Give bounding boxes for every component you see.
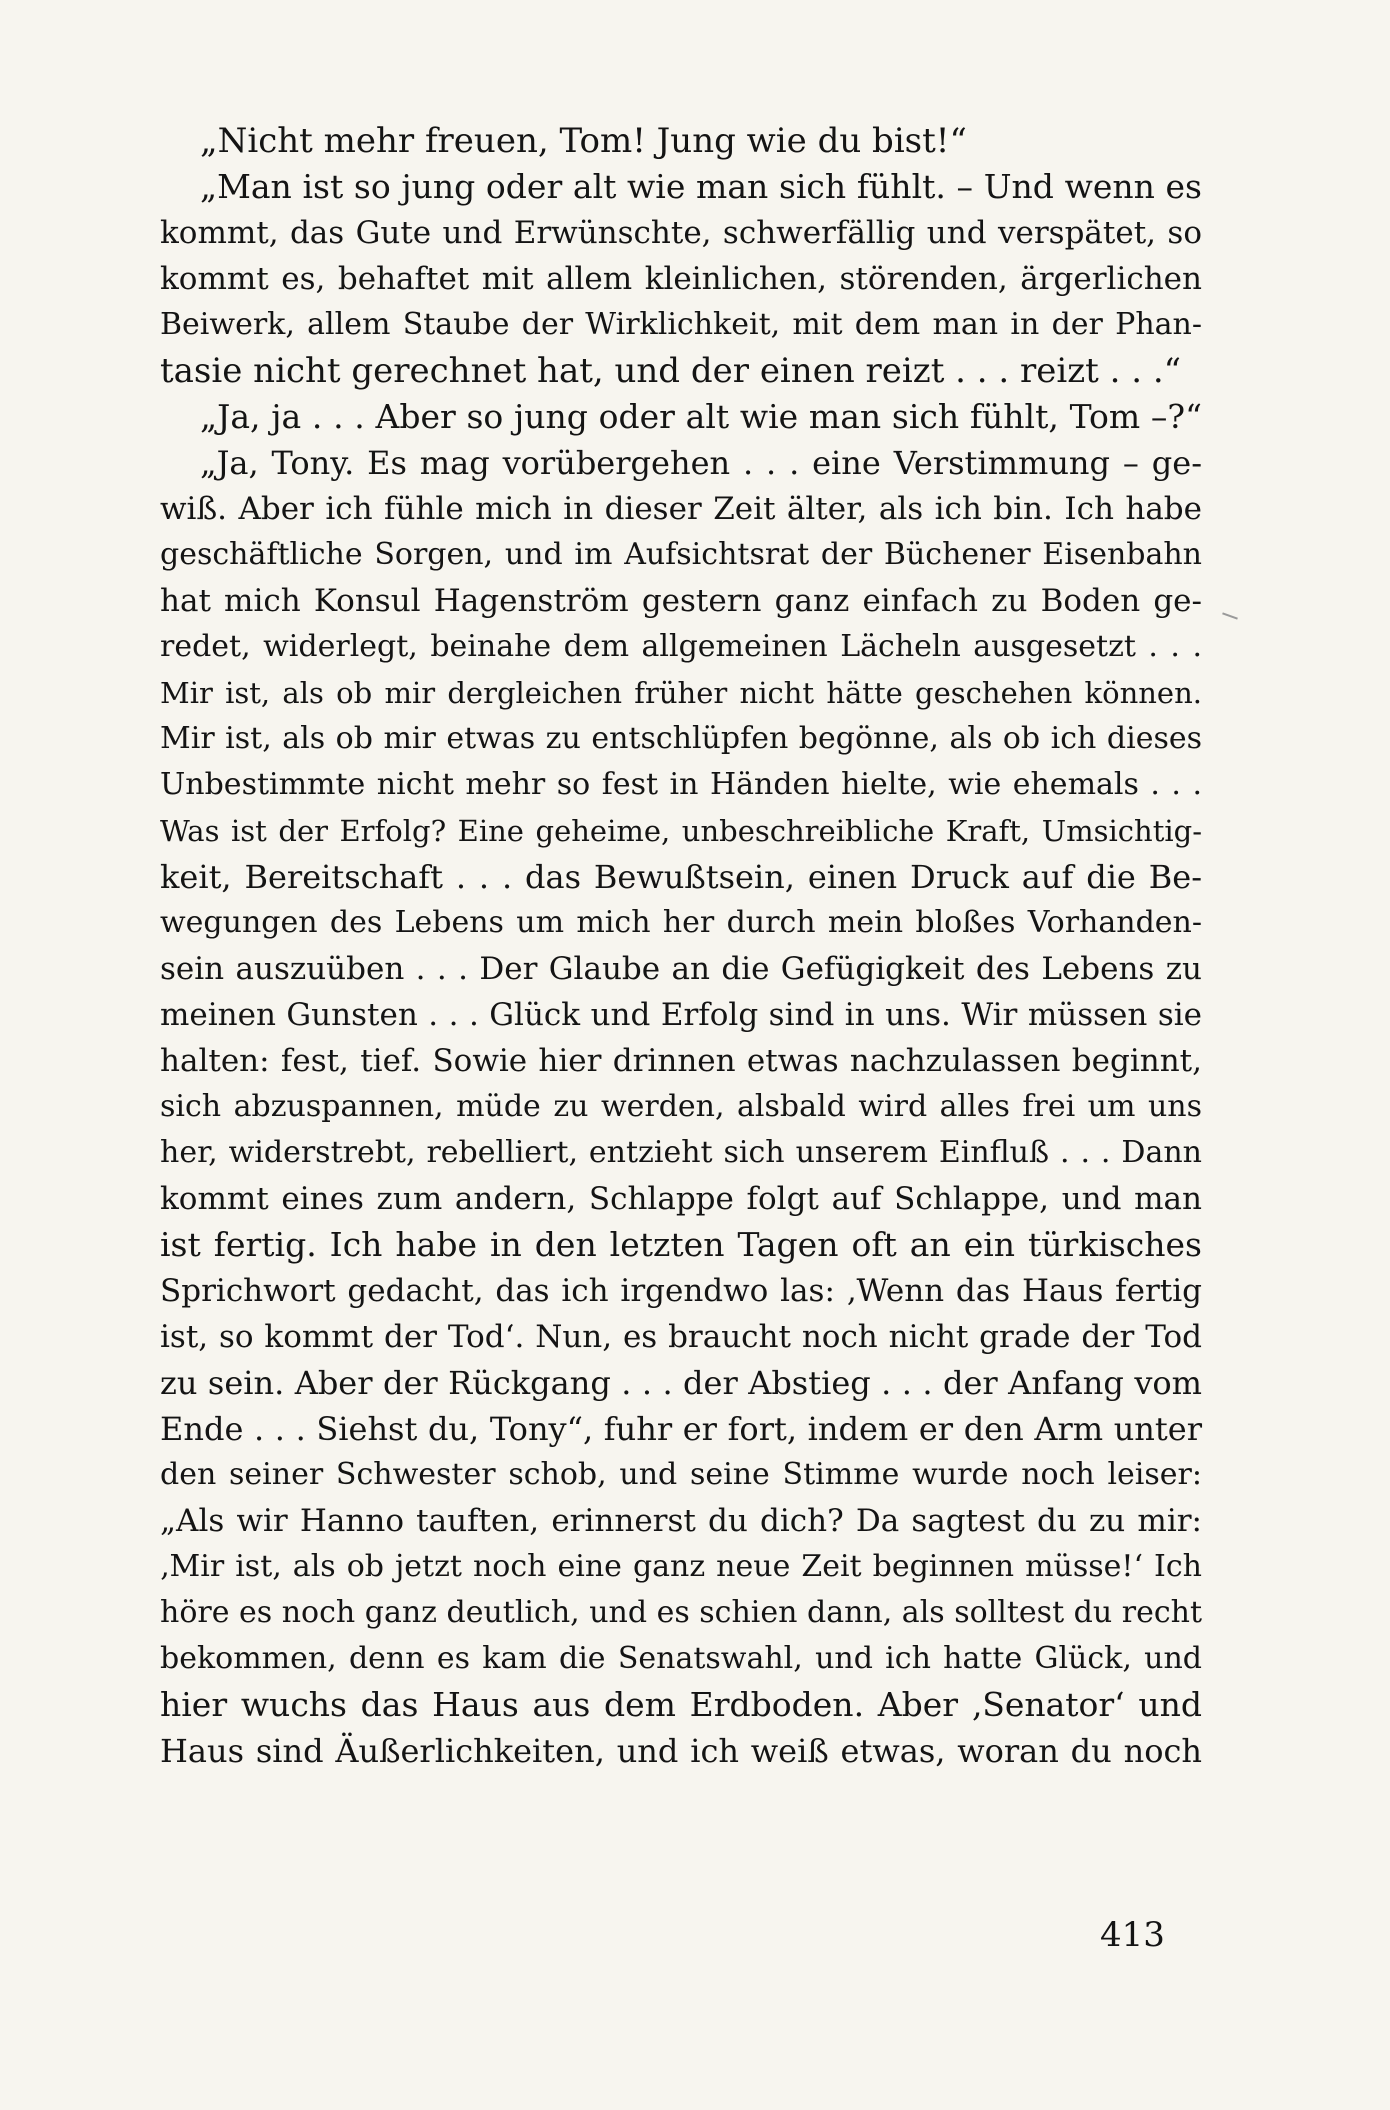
text-line: kommt, das Gute und Erwünschte, schwerfällig und verspätet, so [160,215,1202,251]
text-line: sein auszuüben . . . Der Glaube an die Gefügigkeit des Lebens zu [160,951,1202,987]
text-line: „Als wir Hanno tauften, erinnerst du dich? Da sagtest du zu mir: [160,1503,1202,1539]
margin-mark [1222,612,1238,619]
text-line: halten: fest, tief. Sowie hier drinnen etwas nachzulassen beginnt, [160,1043,1202,1079]
text-line: Beiwerk, allem Staube der Wirklichkeit, mit dem man in der Phan- [160,307,1202,342]
text-line: den seiner Schwester schob, und seine Stimme wurde noch leiser: [160,1457,1202,1492]
text-line: tasie nicht gerechnet hat, und der einen reizt . . . reizt . . .“ [160,351,1182,391]
page-number: 413 [1100,1915,1165,1955]
text-line: Mir ist, als ob mir dergleichen früher nicht hätte geschehen können. [160,676,1202,710]
text-line: wiß. Aber ich fühle mich in dieser Zeit älter, als ich bin. Ich habe [160,491,1202,527]
text-line: wegungen des Lebens um mich her durch mein bloßes Vorhanden- [160,905,1202,940]
text-line: hier wuchs das Haus aus dem Erdboden. Aber ‚Senator‘ und [160,1685,1202,1724]
text-line: höre es noch ganz deutlich, und es schien dann, als solltest du recht [160,1595,1203,1630]
text-line: „Man ist so jung oder alt wie man sich fühlt. – Und wenn es [200,167,1202,206]
text-line: „Ja, Tony. Es mag vorübergehen . . . eine Verstimmung – ge- [200,444,1202,482]
text-line: Sprichwort gedacht, das ich irgendwo las: ‚Wenn das Haus fertig [160,1273,1202,1309]
text-line: ist, so kommt der Tod‘. Nun, es braucht noch nicht grade der Tod [160,1319,1202,1355]
text-line: meinen Gunsten . . . Glück und Erfolg sind in uns. Wir müssen sie [160,997,1202,1033]
text-line: bekommen, denn es kam die Senatswahl, und ich hatte Glück, und [160,1641,1202,1676]
text-line: Mir ist, als ob mir etwas zu entschlüpfen begönne, als ob ich dieses [160,721,1202,756]
text-line: kommt es, behaftet mit allem kleinlichen, störenden, ärgerlichen [160,261,1202,297]
text-line: ist fertig. Ich habe in den letzten Tagen oft an ein türkisches [160,1225,1202,1264]
text-line: keit, Bereitschaft . . . das Bewußtsein, einen Druck auf die Be- [160,858,1202,896]
text-line: Unbestimmte nicht mehr so fest in Händen hielte, wie ehemals . . . [160,767,1202,802]
text-line: kommt eines zum andern, Schlappe folgt auf Schlappe, und man [160,1181,1202,1217]
text-line: zu sein. Aber der Rückgang . . . der Abstieg . . . der Anfang vom [160,1364,1202,1402]
text-line: sich abzuspannen, müde zu werden, alsbald wird alles frei um uns [160,1089,1202,1124]
text-line: Haus sind Äußerlichkeiten, und ich weiß etwas, woran du noch [160,1732,1202,1770]
text-line: Ende . . . Siehst du, Tony“, fuhr er fort, indem er den Arm unter [160,1410,1202,1448]
text-line: „Ja, ja . . . Aber so jung oder alt wie man sich fühlt, Tom –?“ [200,397,1202,436]
body-text [160,118,1202,1774]
text-line: hat mich Konsul Hagenström gestern ganz einfach zu Boden ge- [160,583,1202,619]
text-line: her, widerstrebt, rebelliert, entzieht sich unserem Einfluß . . . Dann [160,1135,1202,1170]
text-line: „Nicht mehr freuen, Tom! Jung wie du bist!“ [200,121,967,161]
text-line: geschäftliche Sorgen, und im Aufsichtsrat der Büchener Eisenbahn [160,537,1202,572]
text-line: redet, widerlegt, beinahe dem allgemeinen Lächeln ausgesetzt . . . [160,629,1202,664]
text-line: Was ist der Erfolg? Eine geheime, unbeschreibliche Kraft, Umsichtig- [160,814,1202,848]
text-line: ‚Mir ist, als ob jetzt noch eine ganz neue Zeit beginnen müsse!‘ Ich [160,1549,1202,1584]
